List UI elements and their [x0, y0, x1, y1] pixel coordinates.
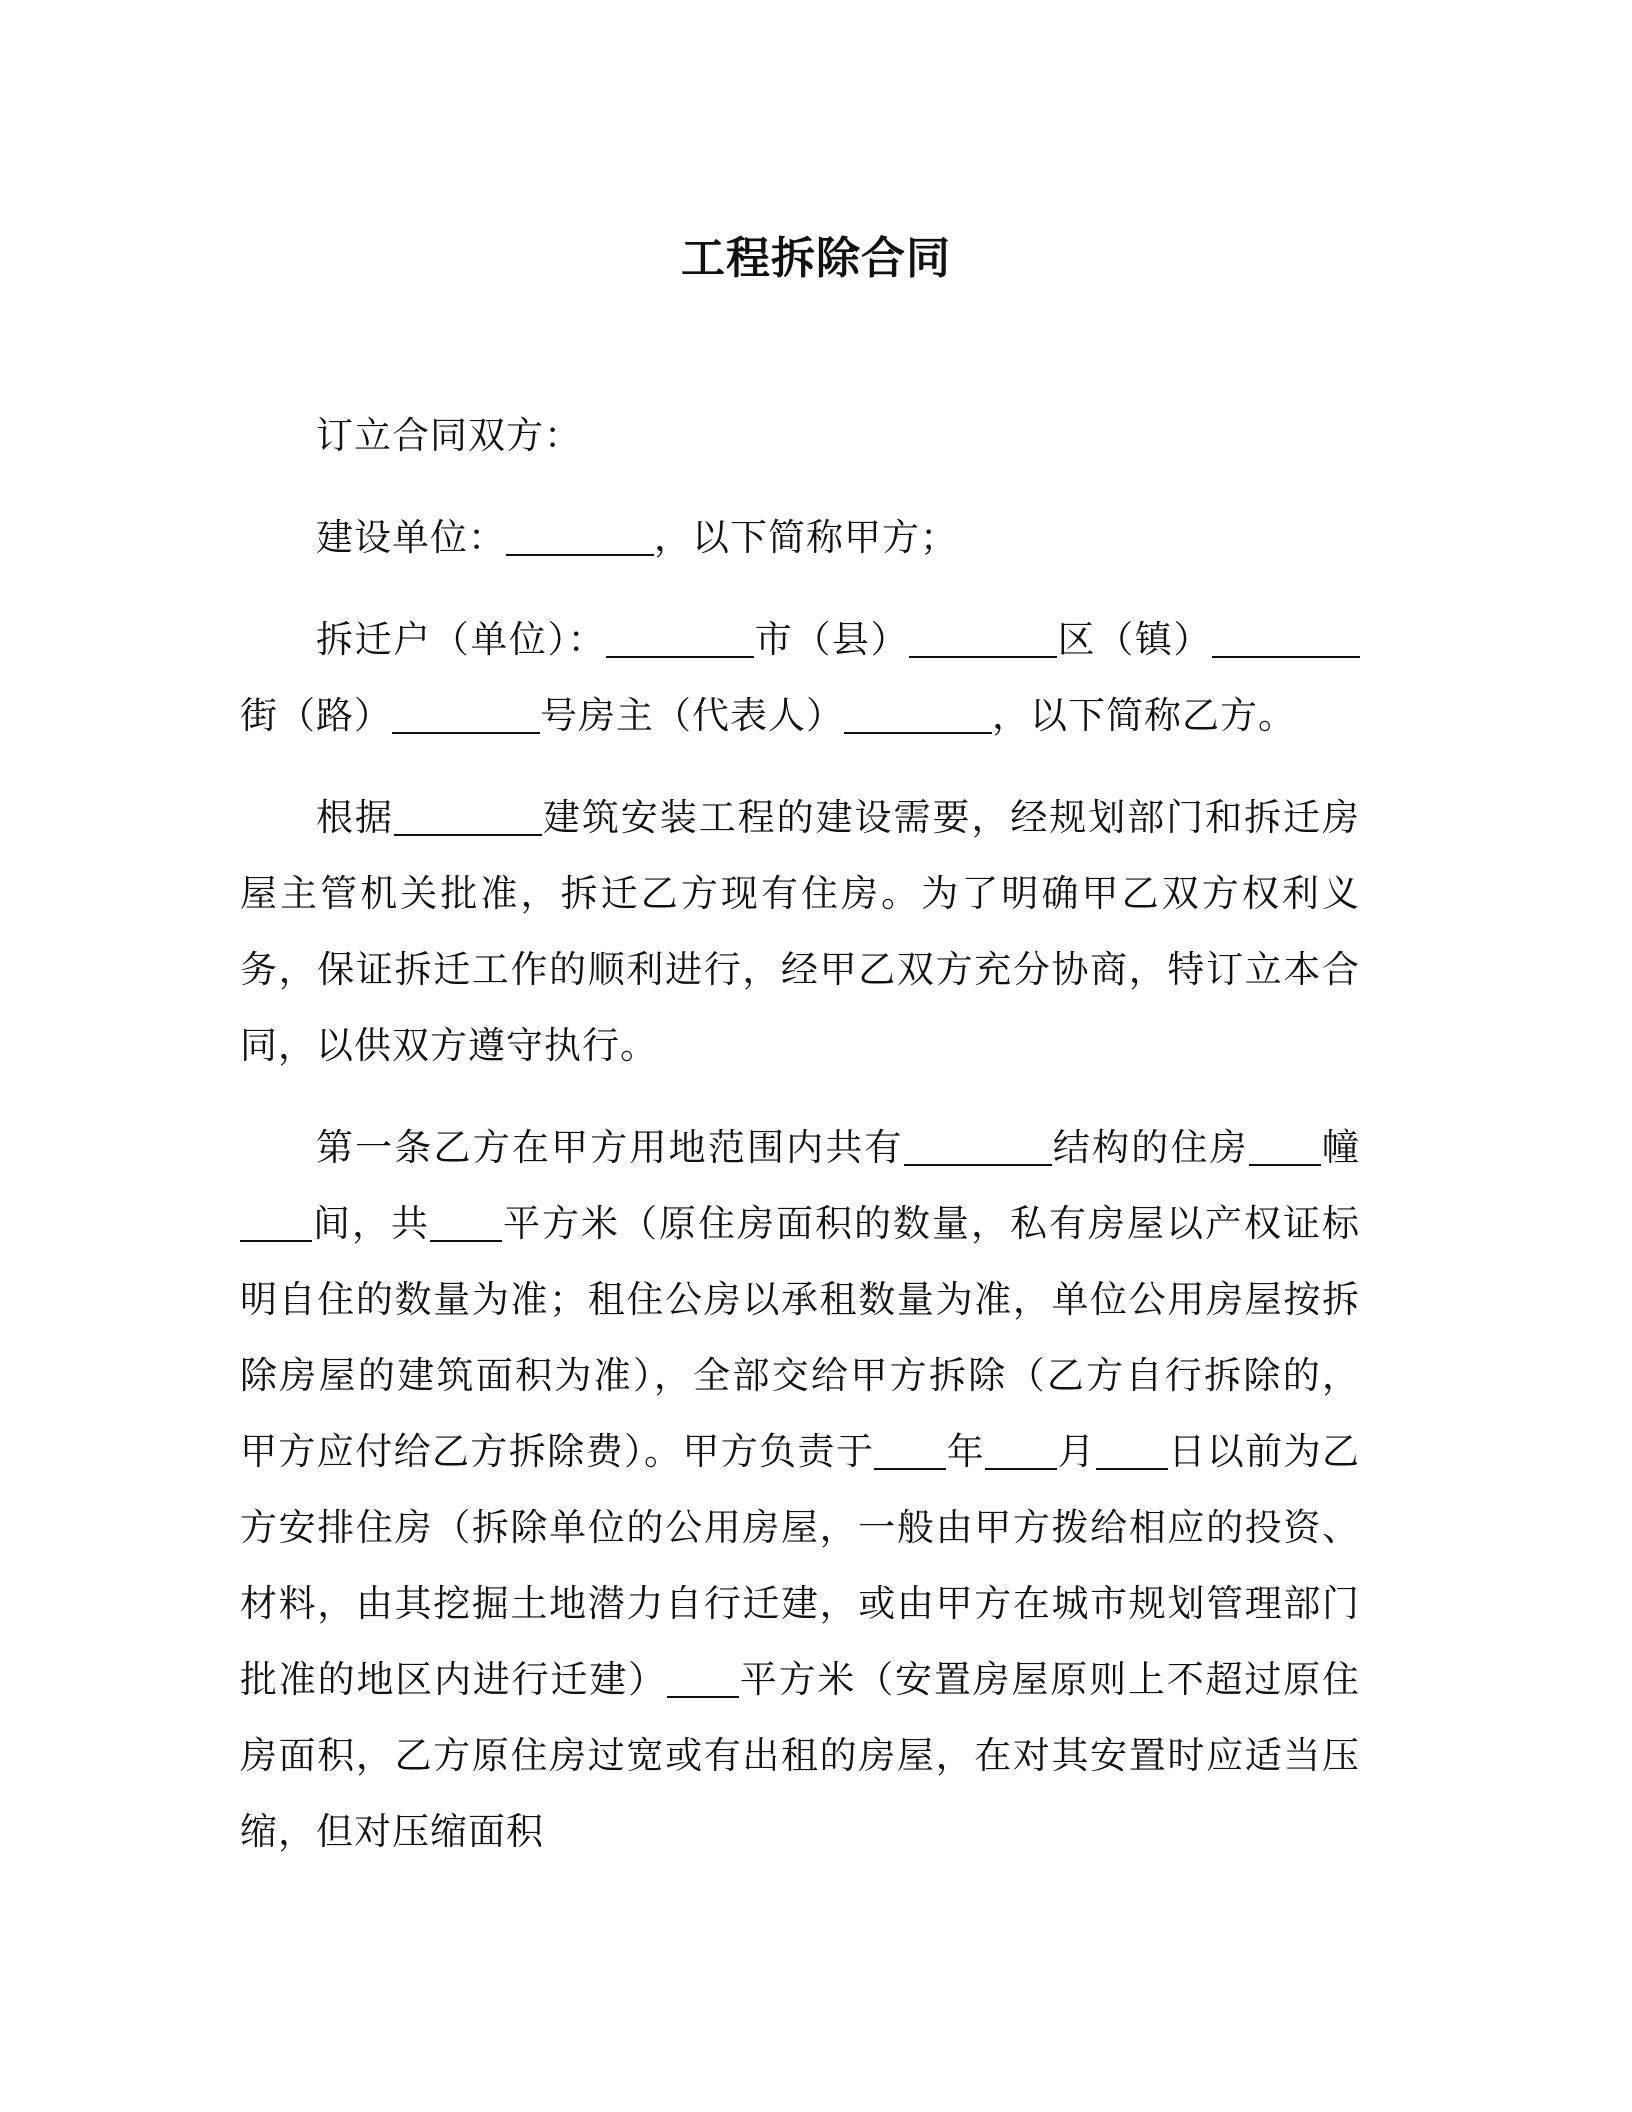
blank-field [430, 1204, 502, 1242]
blank-field [1212, 620, 1360, 658]
blank-field [394, 798, 542, 836]
blank-field [506, 518, 654, 556]
blank-field [606, 620, 754, 658]
article-1-day: 日以前为乙方安排住房（拆除单位的公用房屋，一般由甲方拨给相应的投资、材料，由其挖掘土地潜力自行迁建，或由甲方在城市规划管理部门批准的地区内进行迁建） [240, 1430, 1361, 1701]
paragraph-parties-intro: 订立合同双方： [316, 414, 582, 457]
article-1-tail: 平方米（安置房屋原则上不超过原住房面积，乙方原住房过宽或有出租的房屋，在对其安置时应适当压缩，但对压缩面积 [240, 1658, 1361, 1853]
party-a-suffix: ，以下简称甲方； [654, 516, 958, 559]
party-b-label: 拆迁户（单位）： [316, 618, 607, 661]
basis-lead: 根据 [316, 796, 394, 839]
blank-field [1096, 1432, 1168, 1470]
document-body [240, 398, 1360, 1896]
article-1-structure: 结构的住房 [1051, 1126, 1249, 1169]
blank-field [874, 1432, 946, 1470]
article-1-rooms: 间，共 [312, 1202, 430, 1245]
paragraph-article-1 [240, 1110, 1360, 1870]
blank-field [844, 696, 992, 734]
party-b-city: 市（县） [754, 618, 910, 661]
party-b-suffix: ，以下简称乙方。 [992, 694, 1296, 737]
article-1-building: 幢 [1320, 1126, 1361, 1169]
article-1-year: 年 [946, 1430, 986, 1473]
blank-field [240, 1204, 312, 1242]
blank-field [392, 696, 540, 734]
paragraph-party-a [240, 500, 1360, 576]
article-1-area: 平方米（原住房面积的数量，私有房屋以产权证标明自住的数量为准；租住公房以承租数量为准，单位公用房屋按拆除房屋的建筑面积为准），全部交给甲方拆除（乙方自行拆除的，甲方应付给乙方拆除费）。甲方负责于 [240, 1202, 1360, 1473]
paragraph-basis [240, 780, 1360, 1084]
party-a-label: 建设单位： [316, 516, 506, 559]
article-1-lead: 第一条乙方在甲方用地范围内共有 [316, 1126, 904, 1169]
party-b-owner: 号房主（代表人） [540, 694, 844, 737]
paragraph-party-b [240, 602, 1360, 754]
basis-text: 建筑安装工程的建设需要，经规划部门和拆迁房屋主管机关批准，拆迁乙方现有住房。为了明确甲乙双方权利义务，保证拆迁工作的顺利进行，经甲乙双方充分协商，特订立本合同，以供双方遵守执行。 [240, 796, 1361, 1067]
document-title: 工程拆除合同 [681, 233, 951, 284]
article-1-month: 月 [1057, 1430, 1096, 1473]
party-b-street: 街（路） [240, 694, 392, 737]
blank-field [909, 620, 1057, 658]
blank-field [985, 1432, 1057, 1470]
blank-field [904, 1128, 1052, 1166]
blank-field [667, 1660, 739, 1698]
blank-field [1249, 1128, 1321, 1166]
party-b-district: 区（镇） [1057, 618, 1213, 661]
